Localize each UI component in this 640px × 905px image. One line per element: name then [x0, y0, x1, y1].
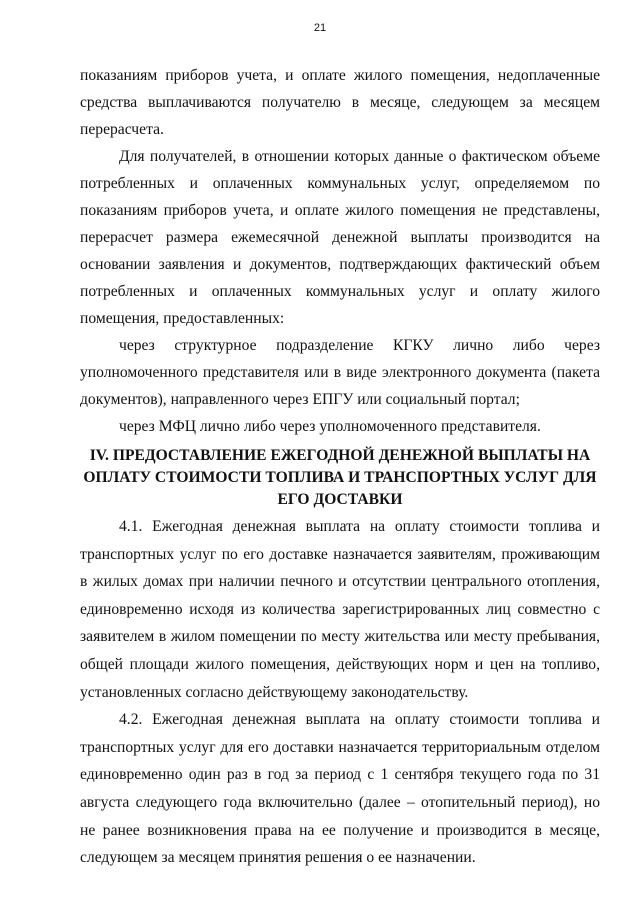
section-4-body [80, 513, 600, 872]
section-4-heading: IV. ПРЕДОСТАВЛЕНИЕ ЕЖЕГОДНОЙ ДЕНЕЖНОЙ ВЫПЛАТЫ НА ОПЛАТУ СТОИМОСТИ ТОПЛИВА И ТРАНСПОРТНЫХ УСЛУГ ДЛЯ ЕГО ДОСТАВКИ [83, 447, 597, 508]
paragraph-recalculation-no-data: Для получателей, в отношении которых данные о фактическом объеме потребленных и оплаченных коммунальных услуг, определяемом по показаниям приборов учета, и оплате жилого помещения не представлены, перерасчет размера ежемесячной денежной выплаты производится на основании заявления и документов, подтверждающих фактический объем потребленных и оплаченных коммунальных услуг и оплату жилого помещения, предоставленных: [80, 148, 600, 327]
paragraph-via-kgku: через структурное подразделение КГКУ лично либо через уполномоченного представителя или в виде электронного документа (пакета документов), направленного через ЕПГУ или социальный портал; [80, 337, 600, 408]
paragraph-4-1: 4.1. Ежегодная денежная выплата на оплату стоимости топлива и транспортных услуг по его доставке назначается заявителям, проживающим в жилых домах при наличии печного и отсутствии центрального отопления, единовременно исходя из количества зарегистрированных лиц совместно с заявителем в жилом помещении по месту жительства или месту пребывания, общей площади жилого помещения, действующих норм и цен на топливо, установленных согласно действующему законодательству. [80, 518, 600, 701]
page-number: 21 [313, 22, 327, 34]
paragraph-via-mfc: через МФЦ лично либо через уполномоченного представителя. [119, 418, 541, 435]
paragraph-4-2: 4.2. Ежегодная денежная выплата на оплату стоимости топлива и транспортных услуг для его доставки назначается территориальным отделом единовременно один раз в год за период с 1 сентября текущего года по 31 августа следующего года включительно (далее – отопительный период), но не ранее возникновения права на ее получение и производится в месяце, следующем за месяцем принятия решения о ее назначении. [80, 711, 600, 867]
paragraph-recalculation-payment: показаниям приборов учета, и оплате жилого помещения, недоплаченные средства выплачиваются получателю в месяце, следующем за месяцем перерасчета. [80, 67, 600, 138]
section-3-tail [80, 62, 600, 440]
